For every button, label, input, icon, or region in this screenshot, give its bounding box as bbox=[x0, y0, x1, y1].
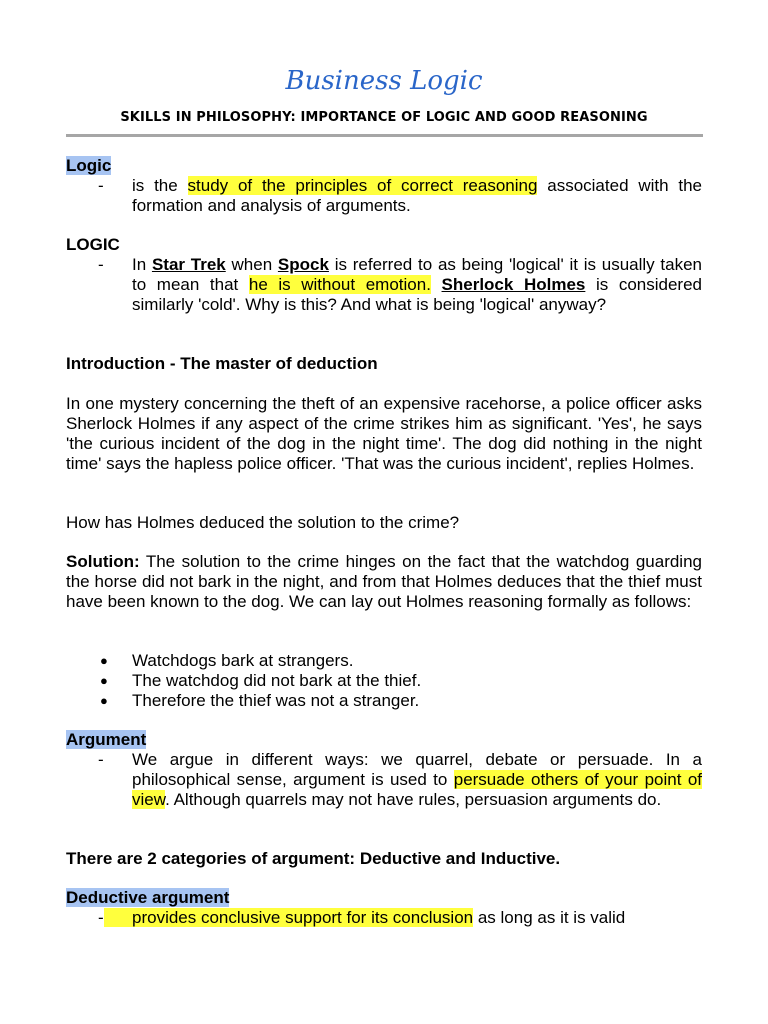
text-run: associated with the formation and analysis of arguments. bbox=[132, 176, 702, 215]
list-item bbox=[66, 671, 702, 691]
page-title: Business Logic bbox=[285, 66, 483, 96]
bullet-icon: ● bbox=[100, 693, 108, 708]
paragraph-solution bbox=[66, 552, 702, 612]
paragraph-mystery: In one mystery concerning the theft of an expensive racehorse, a police officer asks Sherlock Holmes if any aspect of the crime strikes him as significant. 'Yes', he says 'the curious incident of the dog in the night time'. The dog did nothing in the night time' says the hapless police officer. 'That was the curious incident', replies Holmes. bbox=[66, 394, 702, 473]
underlined-term-sherlock-holmes: Sherlock Holmes bbox=[441, 275, 586, 294]
bullet-text: Therefore the thief was not a stranger. bbox=[132, 691, 420, 710]
text-run bbox=[431, 275, 442, 294]
text-run: is the bbox=[132, 176, 188, 195]
section-deductive-argument bbox=[66, 888, 702, 928]
bullet-icon: ● bbox=[100, 673, 108, 688]
paragraph-question: How has Holmes deduced the solution to the crime? bbox=[66, 513, 460, 532]
underlined-term-spock: Spock bbox=[277, 255, 329, 274]
section-heading-deductive: Deductive argument bbox=[66, 888, 230, 907]
text-run: . Although quarrels may not have rules, persuasion arguments do. bbox=[165, 790, 662, 809]
text-run: is considered similarly 'cold'. Why is this? And what is being 'logical' anyway? bbox=[132, 275, 703, 314]
dash-marker: - bbox=[98, 255, 104, 274]
bullet-list bbox=[66, 651, 702, 711]
dash-marker: - bbox=[98, 908, 104, 927]
section-heading-logic-caps: LOGIC bbox=[66, 235, 120, 254]
section-argument bbox=[66, 730, 702, 810]
text-run: when bbox=[225, 255, 278, 274]
dash-marker: - bbox=[98, 176, 104, 195]
bullet-text: Watchdogs bark at strangers. bbox=[132, 651, 354, 670]
text-run: The solution to the crime hinges on the fact that the watchdog guarding the horse did not bark in the night, and from that Holmes deduces that the thief must have been known to the dog. We can lay out Holmes reasoning formally as follows: bbox=[66, 552, 702, 611]
text-run: In bbox=[132, 255, 152, 274]
highlighted-text: he is without emotion. bbox=[248, 275, 431, 294]
section-logic-star-trek bbox=[66, 235, 702, 315]
categories-statement: There are 2 categories of argument: Deductive and Inductive. bbox=[66, 849, 561, 868]
highlighted-text: persuade others of your point of view bbox=[132, 770, 703, 809]
section-heading-logic: Logic bbox=[66, 156, 112, 175]
header-divider bbox=[66, 134, 703, 137]
list-item bbox=[66, 691, 702, 711]
dash-marker: - bbox=[98, 750, 104, 769]
text-run: as long as it is valid bbox=[473, 908, 626, 927]
section-heading-introduction: Introduction - The master of deduction bbox=[66, 354, 378, 373]
bullet-text: The watchdog did not bark at the thief. bbox=[132, 671, 422, 690]
list-item bbox=[66, 750, 702, 810]
page-subtitle: SKILLS IN PHILOSOPHY: IMPORTANCE OF LOGIC AND GOOD REASONING bbox=[120, 110, 648, 125]
highlighted-text: study of the principles of correct reasoning bbox=[187, 176, 538, 195]
list-item bbox=[66, 651, 702, 671]
bullet-icon: ● bbox=[100, 653, 108, 668]
list-item bbox=[66, 255, 702, 315]
text-run: We argue in different ways: we quarrel, debate or persuade. In a philosophical sense, argument is used to bbox=[132, 750, 702, 789]
solution-label: Solution: bbox=[66, 552, 140, 571]
list-item bbox=[66, 176, 702, 216]
section-heading-argument: Argument bbox=[66, 730, 147, 749]
text-run: is referred to as being 'logical' it is usually taken to mean that bbox=[132, 255, 702, 294]
highlighted-text: provides conclusive support for its conclusion bbox=[104, 908, 473, 927]
section-logic-definition bbox=[66, 156, 702, 216]
list-item bbox=[66, 908, 702, 928]
underlined-term-star-trek: Star Trek bbox=[151, 255, 226, 274]
